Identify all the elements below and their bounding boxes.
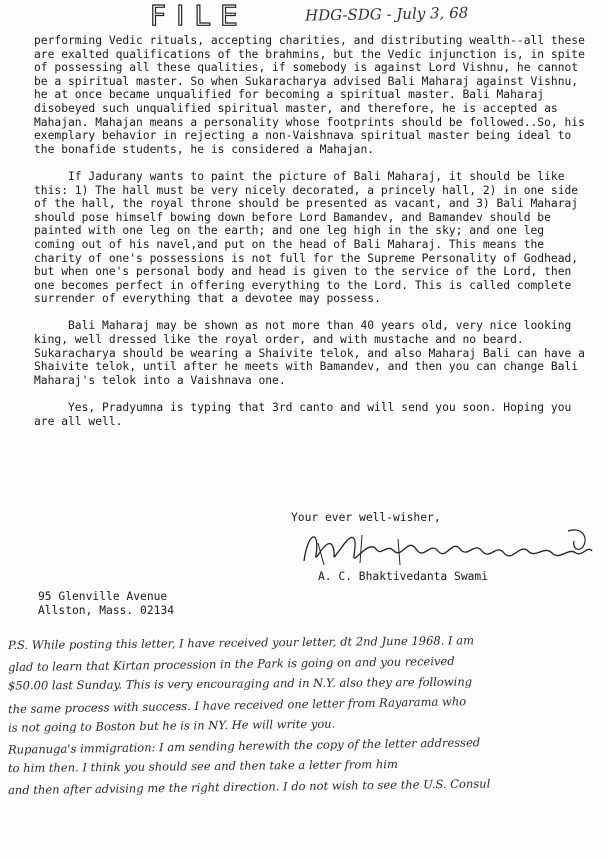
postscript-line: $50.00 last Sunday. This is very encouraging and in N.Y. also they are following (7, 674, 473, 693)
address-street: 95 Glenville Avenue (38, 590, 168, 603)
address-city: Allston, Mass. 02134 (38, 603, 175, 617)
return-address (38, 590, 298, 617)
signer-name: A. C. Bhaktivedanta Swami (318, 570, 489, 583)
postscript-line: Rupanuga's immigration: I am sending herewith the copy of the letter addressed (7, 734, 481, 757)
handwritten-signature (298, 525, 598, 573)
letter-body (34, 34, 590, 442)
postscript-line: and then after advising me the right direction. I do not wish to see the U.S. Consul (7, 775, 491, 797)
postscript-line: is not going to Boston but he is in NY. He will write you. (7, 716, 336, 735)
handwritten-postscript (8, 632, 604, 796)
closing-salutation: Your ever well-wisher, (291, 511, 441, 524)
body-paragraph: Bali Maharaj may be shown as not more than 40 years old, very nice looking king, well dressed like the royal order, and with mustache and no beard. Sukaracharya should be wearing a Shaivite telok, and also Maharaj Bali can have a Shaivite telok, until after he meets with Bamandev, and then you can change Bali Maharaj's telok into a Vaishnava one. (34, 319, 592, 387)
body-paragraph: Yes, Pradyumna is typing that 3rd canto and will send you soon. Hoping you are all well. (34, 401, 579, 428)
postscript-line: to him then. I think you should see and then take a letter from him (7, 757, 398, 776)
postscript-line: the same process with success. I have received one letter from Rayarama who (7, 693, 467, 716)
postscript-line: P.S. While posting this letter, I have received your letter, dt 2nd June 1968. I am (7, 633, 475, 653)
file-stamp: FILE (150, 0, 248, 32)
body-paragraph: performing Vedic rituals, accepting charities, and distributing wealth--all these are exalted qualifications of the brahmins, but the Vedic injunction is, in spite of possessing all these qualities, if somebody is against Lord Vishnu, he cannot be a spiritual master. So when Sukaracharya advised Bali Maharaj against Vishnu, he at once became unqualified for becoming a spiritual master. Bali Maharaj disobeyed such unqualified spiritual master, and therefore, he is accepted as Mahajan. Mahajan means a personality whose footprints should be followed..So, his exemplary behavior in rejecting a non-Vaishnava spiritual master being ideal to the bonafide students, he is considered a Mahajan. (34, 34, 592, 156)
file-reference-note: HDG-SDG - July 3, 68 (304, 3, 469, 25)
body-paragraph: If Jadurany wants to paint the picture of Bali Maharaj, it should be like this: 1) The hall must be very nicely decorated, a princely hall, 2) in one side of the hall, the royal throne should be presented as vacant, and 3) Bali Maharaj should pose himself bowing down before Lord Bamandev, and Bamandev should be painted with one leg on the earth; and one leg high in the sky; and one leg coming out of his navel,and put on the head of Bali Maharaj. This means the charity of one's possessions is not full for the Supreme Personality of Godhead, but when one's personal body and head is given to the service of the Lord, then one becomes perfect in offering everything to the Lord. This is called complete surrender of everything that a devotee may possess. (34, 169, 585, 306)
postscript-line: glad to learn that Kirtan procession in the Park is going on and you received (7, 653, 455, 674)
